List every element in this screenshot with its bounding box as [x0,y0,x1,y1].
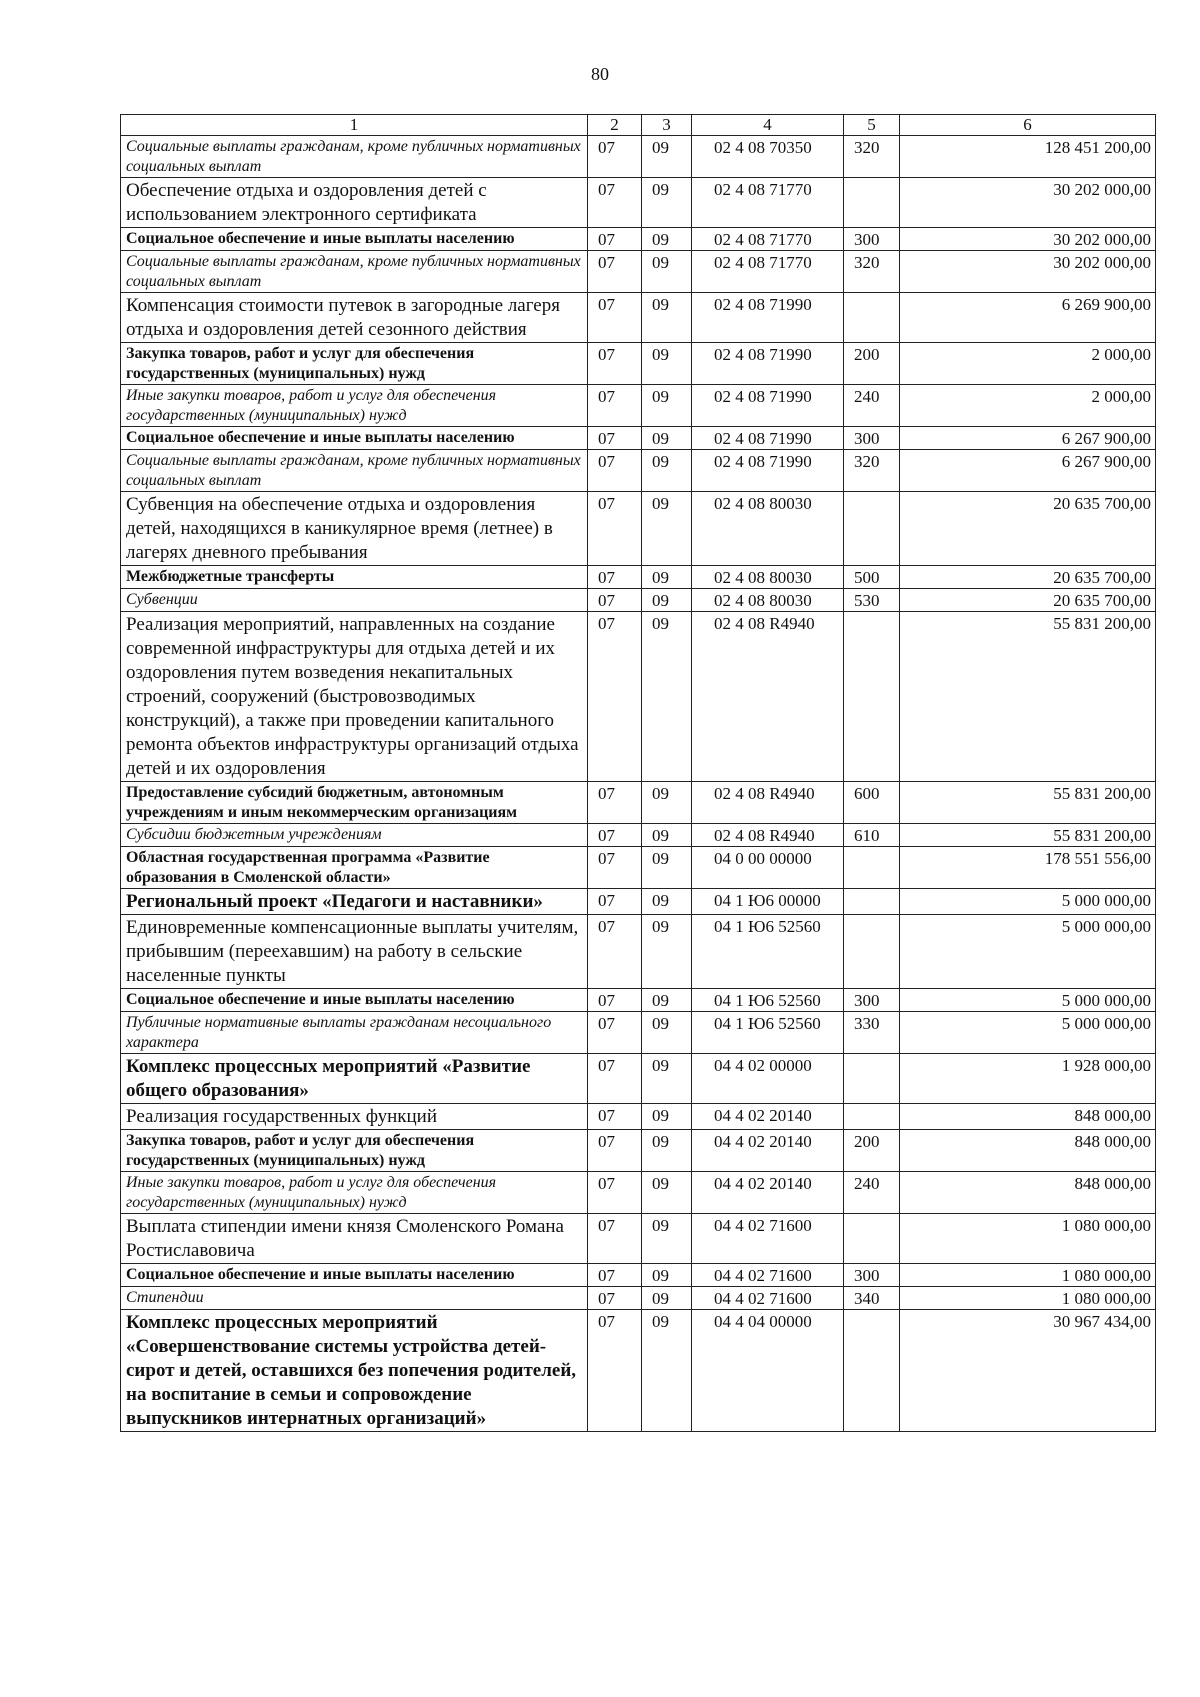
subsection-code-cell: 09 [642,178,692,228]
row-name-cell: Комплекс процессных мероприятий «Совершенствование системы устройства детей-сирот и детей, оставшихся без попечения родителей, на воспитание в семьи и сопровождение выпускников интернатных организаций» [121,1310,588,1432]
table-row [121,1130,1156,1172]
amount-cell: 1 080 000,00 [900,1287,1156,1310]
amount-cell: 30 202 000,00 [900,178,1156,228]
expense-type-code-cell: 200 [844,1130,900,1172]
expense-type-code-cell: 320 [844,136,900,178]
target-article-code-cell: 04 1 Ю6 00000 [692,889,844,915]
header-col-5: 5 [844,115,900,136]
row-name-cell: Социальное обеспечение и иные выплаты населению [121,427,588,450]
expense-type-code-cell: 530 [844,589,900,612]
section-code-cell: 07 [588,847,642,889]
table-row [121,1214,1156,1264]
expense-type-code-cell [844,847,900,889]
amount-cell: 6 267 900,00 [900,427,1156,450]
row-name-cell: Стипендии [121,1287,588,1310]
expense-type-code-cell [844,1104,900,1130]
target-article-code-cell: 04 4 02 20140 [692,1172,844,1214]
subsection-code-cell: 09 [642,492,692,566]
subsection-code-cell: 09 [642,1104,692,1130]
amount-cell: 5 000 000,00 [900,989,1156,1012]
section-code-cell: 07 [588,1264,642,1287]
table-row [121,1104,1156,1130]
table-row [121,589,1156,612]
section-code-cell: 07 [588,385,642,427]
section-code-cell: 07 [588,1310,642,1432]
amount-cell: 2 000,00 [900,385,1156,427]
target-article-code-cell: 02 4 08 80030 [692,492,844,566]
section-code-cell: 07 [588,1172,642,1214]
table-row [121,824,1156,847]
row-name-cell: Компенсация стоимости путевок в загородные лагеря отдыха и оздоровления детей сезонного действия [121,293,588,343]
table-row [121,251,1156,293]
table-row [121,847,1156,889]
budget-table [120,114,1156,1432]
target-article-code-cell: 02 4 08 R4940 [692,782,844,824]
target-article-code-cell: 02 4 08 70350 [692,136,844,178]
amount-cell: 6 267 900,00 [900,450,1156,492]
amount-cell: 128 451 200,00 [900,136,1156,178]
target-article-code-cell: 04 4 02 71600 [692,1264,844,1287]
row-name-cell: Предоставление субсидий бюджетным, автономным учреждениям и иным некоммерческим организациям [121,782,588,824]
expense-type-code-cell [844,293,900,343]
section-code-cell: 07 [588,1130,642,1172]
subsection-code-cell: 09 [642,1054,692,1104]
section-code-cell: 07 [588,492,642,566]
amount-cell: 30 202 000,00 [900,228,1156,251]
subsection-code-cell: 09 [642,293,692,343]
section-code-cell: 07 [588,1214,642,1264]
subsection-code-cell: 09 [642,589,692,612]
section-code-cell: 07 [588,1287,642,1310]
amount-cell: 20 635 700,00 [900,566,1156,589]
target-article-code-cell: 02 4 08 71990 [692,450,844,492]
expense-type-code-cell [844,1310,900,1432]
table-row [121,1012,1156,1054]
section-code-cell: 07 [588,293,642,343]
table-row [121,178,1156,228]
table-row [121,450,1156,492]
table-row [121,915,1156,989]
target-article-code-cell: 02 4 08 71990 [692,427,844,450]
expense-type-code-cell: 600 [844,782,900,824]
table-row [121,385,1156,427]
expense-type-code-cell: 610 [844,824,900,847]
row-name-cell: Региональный проект «Педагоги и наставники» [121,889,588,915]
subsection-code-cell: 09 [642,427,692,450]
table-row [121,1054,1156,1104]
expense-type-code-cell: 240 [844,385,900,427]
target-article-code-cell: 02 4 08 71990 [692,343,844,385]
expense-type-code-cell: 320 [844,450,900,492]
section-code-cell: 07 [588,824,642,847]
row-name-cell: Выплата стипендии имени князя Смоленского Романа Ростиславовича [121,1214,588,1264]
table-row [121,427,1156,450]
row-name-cell: Иные закупки товаров, работ и услуг для обеспечения государственных (муниципальных) нужд [121,1172,588,1214]
target-article-code-cell: 04 0 00 00000 [692,847,844,889]
expense-type-code-cell [844,492,900,566]
subsection-code-cell: 09 [642,847,692,889]
section-code-cell: 07 [588,178,642,228]
amount-cell: 2 000,00 [900,343,1156,385]
amount-cell: 55 831 200,00 [900,824,1156,847]
expense-type-code-cell [844,889,900,915]
expense-type-code-cell [844,178,900,228]
table-row [121,343,1156,385]
row-name-cell: Социальное обеспечение и иные выплаты населению [121,228,588,251]
amount-cell: 55 831 200,00 [900,782,1156,824]
expense-type-code-cell: 330 [844,1012,900,1054]
amount-cell: 178 551 556,00 [900,847,1156,889]
page-number: 80 [591,64,609,84]
subsection-code-cell: 09 [642,343,692,385]
row-name-cell: Социальное обеспечение и иные выплаты населению [121,989,588,1012]
row-name-cell: Иные закупки товаров, работ и услуг для обеспечения государственных (муниципальных) нужд [121,385,588,427]
row-name-cell: Субсидии бюджетным учреждениям [121,824,588,847]
section-code-cell: 07 [588,782,642,824]
section-code-cell: 07 [588,1012,642,1054]
section-code-cell: 07 [588,589,642,612]
amount-cell: 1 928 000,00 [900,1054,1156,1104]
expense-type-code-cell: 340 [844,1287,900,1310]
table-row [121,492,1156,566]
row-name-cell: Публичные нормативные выплаты гражданам несоциального характера [121,1012,588,1054]
section-code-cell: 07 [588,566,642,589]
section-code-cell: 07 [588,251,642,293]
subsection-code-cell: 09 [642,1172,692,1214]
header-row [121,115,1156,136]
table-body [121,115,1156,1432]
target-article-code-cell: 02 4 08 80030 [692,566,844,589]
subsection-code-cell: 09 [642,228,692,251]
amount-cell: 848 000,00 [900,1104,1156,1130]
table-row [121,293,1156,343]
subsection-code-cell: 09 [642,989,692,1012]
subsection-code-cell: 09 [642,824,692,847]
amount-cell: 848 000,00 [900,1130,1156,1172]
subsection-code-cell: 09 [642,782,692,824]
header-col-2: 2 [588,115,642,136]
section-code-cell: 07 [588,450,642,492]
section-code-cell: 07 [588,889,642,915]
table-row [121,782,1156,824]
section-code-cell: 07 [588,612,642,782]
expense-type-code-cell: 500 [844,566,900,589]
target-article-code-cell: 04 4 04 00000 [692,1310,844,1432]
table-row [121,989,1156,1012]
row-name-cell: Реализация мероприятий, направленных на создание современной инфраструктуры для отдыха детей и их оздоровления путем возведения некапитальных строений, сооружений (быстровозводимых конструкций), а также при проведении капитального ремонта объектов инфраструктуры организаций отдыха детей и их оздоровления [121,612,588,782]
target-article-code-cell: 02 4 08 80030 [692,589,844,612]
expense-type-code-cell: 300 [844,1264,900,1287]
target-article-code-cell: 02 4 08 R4940 [692,612,844,782]
row-name-cell: Областная государственная программа «Развитие образования в Смоленской области» [121,847,588,889]
expense-type-code-cell: 300 [844,989,900,1012]
row-name-cell: Закупка товаров, работ и услуг для обеспечения государственных (муниципальных) нужд [121,1130,588,1172]
subsection-code-cell: 09 [642,915,692,989]
target-article-code-cell: 02 4 08 R4940 [692,824,844,847]
amount-cell: 5 000 000,00 [900,889,1156,915]
subsection-code-cell: 09 [642,1214,692,1264]
expense-type-code-cell [844,915,900,989]
table-row [121,1287,1156,1310]
amount-cell: 30 202 000,00 [900,251,1156,293]
subsection-code-cell: 09 [642,1264,692,1287]
row-name-cell: Социальное обеспечение и иные выплаты населению [121,1264,588,1287]
header-col-4: 4 [692,115,844,136]
target-article-code-cell: 02 4 08 71770 [692,228,844,251]
target-article-code-cell: 04 4 02 00000 [692,1054,844,1104]
subsection-code-cell: 09 [642,1130,692,1172]
amount-cell: 55 831 200,00 [900,612,1156,782]
expense-type-code-cell [844,612,900,782]
target-article-code-cell: 02 4 08 71770 [692,178,844,228]
expense-type-code-cell: 200 [844,343,900,385]
section-code-cell: 07 [588,343,642,385]
section-code-cell: 07 [588,427,642,450]
amount-cell: 6 269 900,00 [900,293,1156,343]
amount-cell: 1 080 000,00 [900,1264,1156,1287]
target-article-code-cell: 04 4 02 71600 [692,1287,844,1310]
row-name-cell: Комплекс процессных мероприятий «Развитие общего образования» [121,1054,588,1104]
row-name-cell: Обеспечение отдыха и оздоровления детей с использованием электронного сертификата [121,178,588,228]
amount-cell: 1 080 000,00 [900,1214,1156,1264]
row-name-cell: Субвенции [121,589,588,612]
subsection-code-cell: 09 [642,136,692,178]
target-article-code-cell: 02 4 08 71770 [692,251,844,293]
subsection-code-cell: 09 [642,450,692,492]
row-name-cell: Реализация государственных функций [121,1104,588,1130]
amount-cell: 30 967 434,00 [900,1310,1156,1432]
table-row [121,612,1156,782]
section-code-cell: 07 [588,915,642,989]
target-article-code-cell: 04 4 02 71600 [692,1214,844,1264]
expense-type-code-cell: 300 [844,427,900,450]
row-name-cell: Субвенция на обеспечение отдыха и оздоровления детей, находящихся в каникулярное время (летнее) в лагерях дневного пребывания [121,492,588,566]
row-name-cell: Межбюджетные трансферты [121,566,588,589]
row-name-cell: Закупка товаров, работ и услуг для обеспечения государственных (муниципальных) нужд [121,343,588,385]
expense-type-code-cell [844,1054,900,1104]
subsection-code-cell: 09 [642,1287,692,1310]
table-row [121,228,1156,251]
target-article-code-cell: 02 4 08 71990 [692,385,844,427]
row-name-cell: Единовременные компенсационные выплаты учителям, прибывшим (переехавшим) на работу в сельские населенные пункты [121,915,588,989]
amount-cell: 848 000,00 [900,1172,1156,1214]
amount-cell: 5 000 000,00 [900,1012,1156,1054]
table-row [121,1172,1156,1214]
section-code-cell: 07 [588,136,642,178]
section-code-cell: 07 [588,989,642,1012]
subsection-code-cell: 09 [642,251,692,293]
table-row [121,566,1156,589]
expense-type-code-cell: 300 [844,228,900,251]
target-article-code-cell: 04 1 Ю6 52560 [692,1012,844,1054]
target-article-code-cell: 02 4 08 71990 [692,293,844,343]
row-name-cell: Социальные выплаты гражданам, кроме публичных нормативных социальных выплат [121,136,588,178]
subsection-code-cell: 09 [642,1012,692,1054]
header-col-3: 3 [642,115,692,136]
amount-cell: 5 000 000,00 [900,915,1156,989]
amount-cell: 20 635 700,00 [900,589,1156,612]
section-code-cell: 07 [588,1104,642,1130]
header-col-6: 6 [900,115,1156,136]
subsection-code-cell: 09 [642,612,692,782]
table-row [121,136,1156,178]
subsection-code-cell: 09 [642,566,692,589]
section-code-cell: 07 [588,1054,642,1104]
target-article-code-cell: 04 1 Ю6 52560 [692,989,844,1012]
header-col-1: 1 [121,115,588,136]
row-name-cell: Социальные выплаты гражданам, кроме публичных нормативных социальных выплат [121,450,588,492]
subsection-code-cell: 09 [642,889,692,915]
target-article-code-cell: 04 1 Ю6 52560 [692,915,844,989]
table-row [121,1264,1156,1287]
target-article-code-cell: 04 4 02 20140 [692,1104,844,1130]
expense-type-code-cell: 320 [844,251,900,293]
table-row [121,889,1156,915]
expense-type-code-cell [844,1214,900,1264]
section-code-cell: 07 [588,228,642,251]
expense-type-code-cell: 240 [844,1172,900,1214]
table-row [121,1310,1156,1432]
row-name-cell: Социальные выплаты гражданам, кроме публичных нормативных социальных выплат [121,251,588,293]
subsection-code-cell: 09 [642,1310,692,1432]
amount-cell: 20 635 700,00 [900,492,1156,566]
target-article-code-cell: 04 4 02 20140 [692,1130,844,1172]
subsection-code-cell: 09 [642,385,692,427]
